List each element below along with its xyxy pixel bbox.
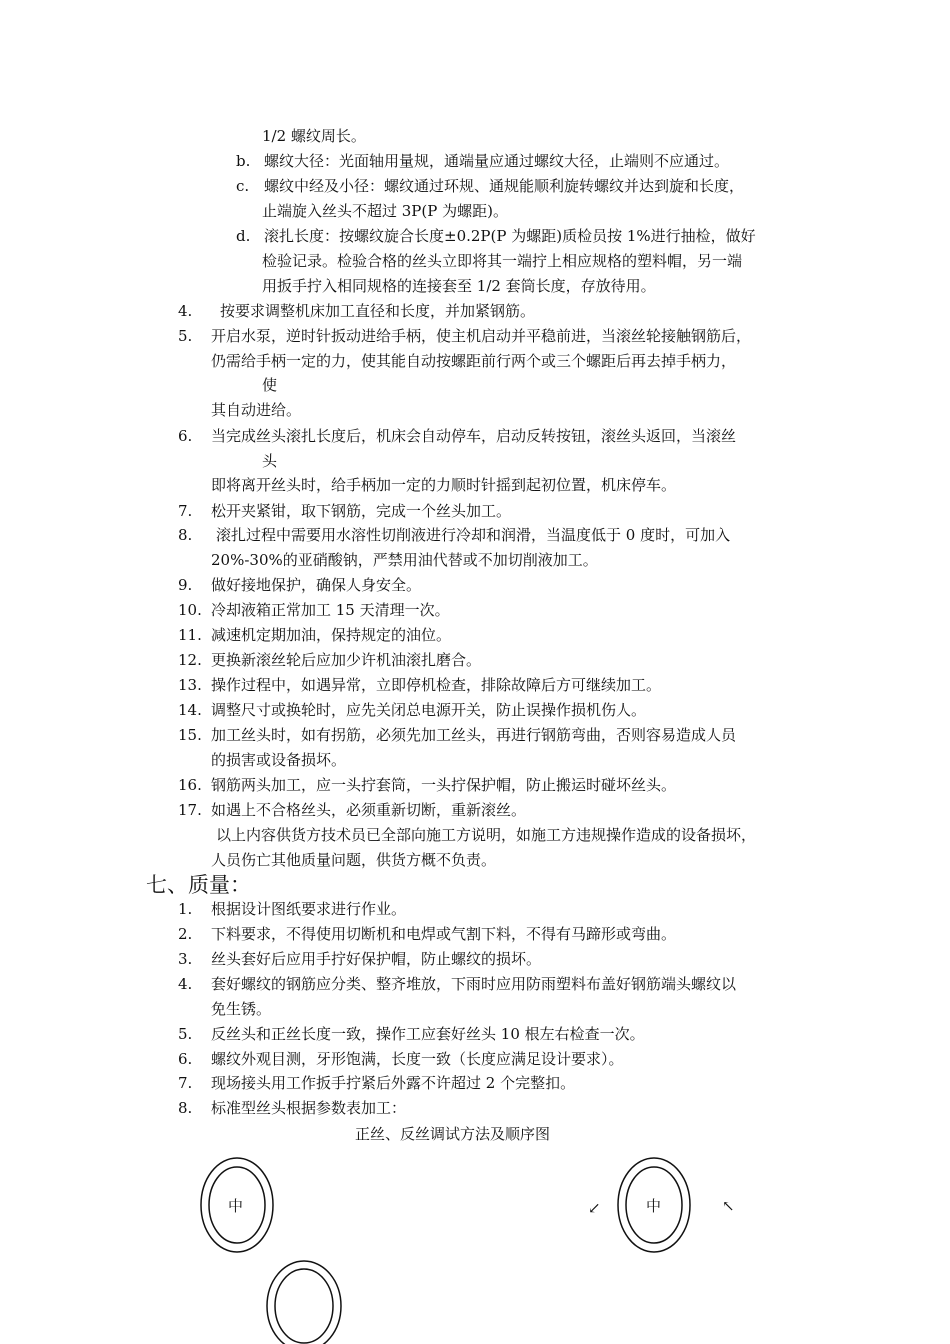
sub-item-line: 用扳手拧入相同规格的连接套至 1/2 套筒长度，存放待用。 [262,277,656,295]
list-item-line: 其自动进给。 [211,401,302,419]
center-label-left: 中 [228,1197,244,1215]
list-item-number: 14. [178,701,202,719]
center-label-right: 中 [646,1197,662,1215]
quality-item-line: 根据设计图纸要求进行作业。 [211,900,407,918]
list-item-number: 15. [178,726,202,744]
list-item-number: 6. [178,427,193,445]
list-item-number: 16. [178,776,202,794]
list-item-line: 加工丝头时，如有拐筋，必须先加工丝头，再进行钢筋弯曲，否则容易造成人员 [211,726,737,744]
list-item-line: 松开夹紧钳，取下钢筋，完成一个丝头加工。 [211,502,512,520]
quality-item-line: 现场接头用工作扳手拧紧后外露不许超过 2 个完整扣。 [211,1074,576,1092]
quality-item-number: 3. [178,950,193,968]
list-item-line: 滚扎过程中需要用水溶性切削液进行冷却和润滑，当温度低于 0 度时，可加入 [216,526,731,544]
list-item-line: 当完成丝头滚扎长度后，机床会自动停车，启动反转按钮，滚丝头返回，当滚丝 [211,427,737,445]
sub-item-line: 螺纹大径：光面轴用量规，通端量应通过螺纹大径，止端则不应通过。 [264,152,730,170]
arrow-right-icon: ↖ [722,1197,735,1215]
list-item-line: 钢筋两头加工，应一头拧套筒，一头拧保护帽，防止搬运时碰坏丝头。 [211,776,677,794]
list-item-number: 13. [178,676,202,694]
quality-item-number: 2. [178,925,193,943]
disclaimer-line: 人员伤亡其他质量问题，供货方概不负责。 [211,851,497,869]
sub-item-line: 1/2 螺纹周长。 [262,127,366,145]
diagram-caption: 正丝、反丝调试方法及顺序图 [355,1125,551,1143]
list-item-line: 仍需给手柄一定的力，使其能自动按螺距前行两个或三个螺距后再去掉手柄力， [211,352,737,370]
section-title-quality: 七、质量： [146,873,251,897]
quality-item-line: 套好螺纹的钢筋应分类、整齐堆放，下雨时应用防雨塑料布盖好钢筋端头螺纹以 [211,975,737,993]
list-item-number: 12. [178,651,202,669]
list-item-line: 做好接地保护，确保人身安全。 [211,576,422,594]
sub-item-line: 止端旋入丝头不超过 3P(P 为螺距)。 [262,202,508,220]
quality-item-number: 6. [178,1050,193,1068]
list-item-line: 使 [262,376,278,394]
sub-item-marker: c. [236,177,250,195]
list-item-line: 减速机定期加油，保持规定的油位。 [211,626,452,644]
list-item-line: 如遇上不合格丝头，必须重新切断，重新滚丝。 [211,801,527,819]
list-item-line: 更换新滚丝轮后应加少许机油滚扎磨合。 [211,651,482,669]
list-item-number: 10. [178,601,202,619]
list-item-number: 7. [178,502,193,520]
quality-item-number: 4. [178,975,193,993]
disclaimer-line: 以上内容供货方技术员已全部向施工方说明，如施工方违规操作造成的设备损坏， [216,826,757,844]
list-item-number: 5. [178,327,193,345]
list-item-line: 头 [262,452,278,470]
list-item-line: 20%-30%的亚硝酸钠，严禁用油代替或不加切削液加工。 [211,551,598,569]
quality-item-line: 下料要求，不得使用切断机和电焊或气割下料，不得有马蹄形或弯曲。 [211,925,677,943]
list-item-line: 按要求调整机床加工直径和长度，并加紧钢筋。 [220,302,536,320]
list-item-number: 4. [178,302,193,320]
list-item-number: 17. [178,801,202,819]
list-item-line: 冷却液箱正常加工 15 天清理一次。 [211,601,450,619]
quality-item-number: 8. [178,1099,193,1117]
quality-item-number: 7. [178,1074,193,1092]
list-item-line: 开启水泵，逆时针扳动进给手柄，使主机启动并平稳前进，当滚丝轮接触钢筋后， [211,327,752,345]
list-item-line: 调整尺寸或换轮时，应先关闭总电源开关，防止误操作损机伤人。 [211,701,647,719]
list-item-number: 8. [178,526,193,544]
quality-item-line: 反丝头和正丝长度一致，操作工应套好丝头 10 根左右检查一次。 [211,1025,645,1043]
quality-item-line: 丝头套好后应用手拧好保护帽，防止螺纹的损坏。 [211,950,542,968]
list-item-number: 9. [178,576,193,594]
list-item-line: 即将离开丝头时，给手柄加一定的力顺时针摇到起初位置，机床停车。 [211,476,677,494]
list-item-number: 11. [178,626,202,644]
list-item-line: 的损害或设备损坏。 [211,751,347,769]
sub-item-line: 螺纹中经及小径：螺纹通过环规、通规能顺利旋转螺纹并达到旋和长度， [264,177,745,195]
sub-item-marker: d. [236,227,251,245]
quality-item-number: 5. [178,1025,193,1043]
quality-item-line: 标准型丝头根据参数表加工： [211,1099,407,1117]
quality-item-number: 1. [178,900,193,918]
sub-item-line: 检验记录。检验合格的丝头立即将其一端拧上相应规格的塑料帽，另一端 [262,252,743,270]
sub-item-line: 滚扎长度：按螺纹旋合长度±0.2P(P 为螺距)质检员按 1%进行抽检，做好 [264,227,756,245]
quality-item-line: 免生锈。 [211,1000,272,1018]
quality-item-line: 螺纹外观目测，牙形饱满，长度一致（长度应满足设计要求）。 [211,1050,624,1068]
sub-item-marker: b. [236,152,251,170]
list-item-line: 操作过程中，如遇异常，立即停机检查，排除故障后方可继续加工。 [211,676,662,694]
arrow-left-icon: ↙ [588,1199,601,1217]
ring-left-bottom [267,1261,341,1344]
